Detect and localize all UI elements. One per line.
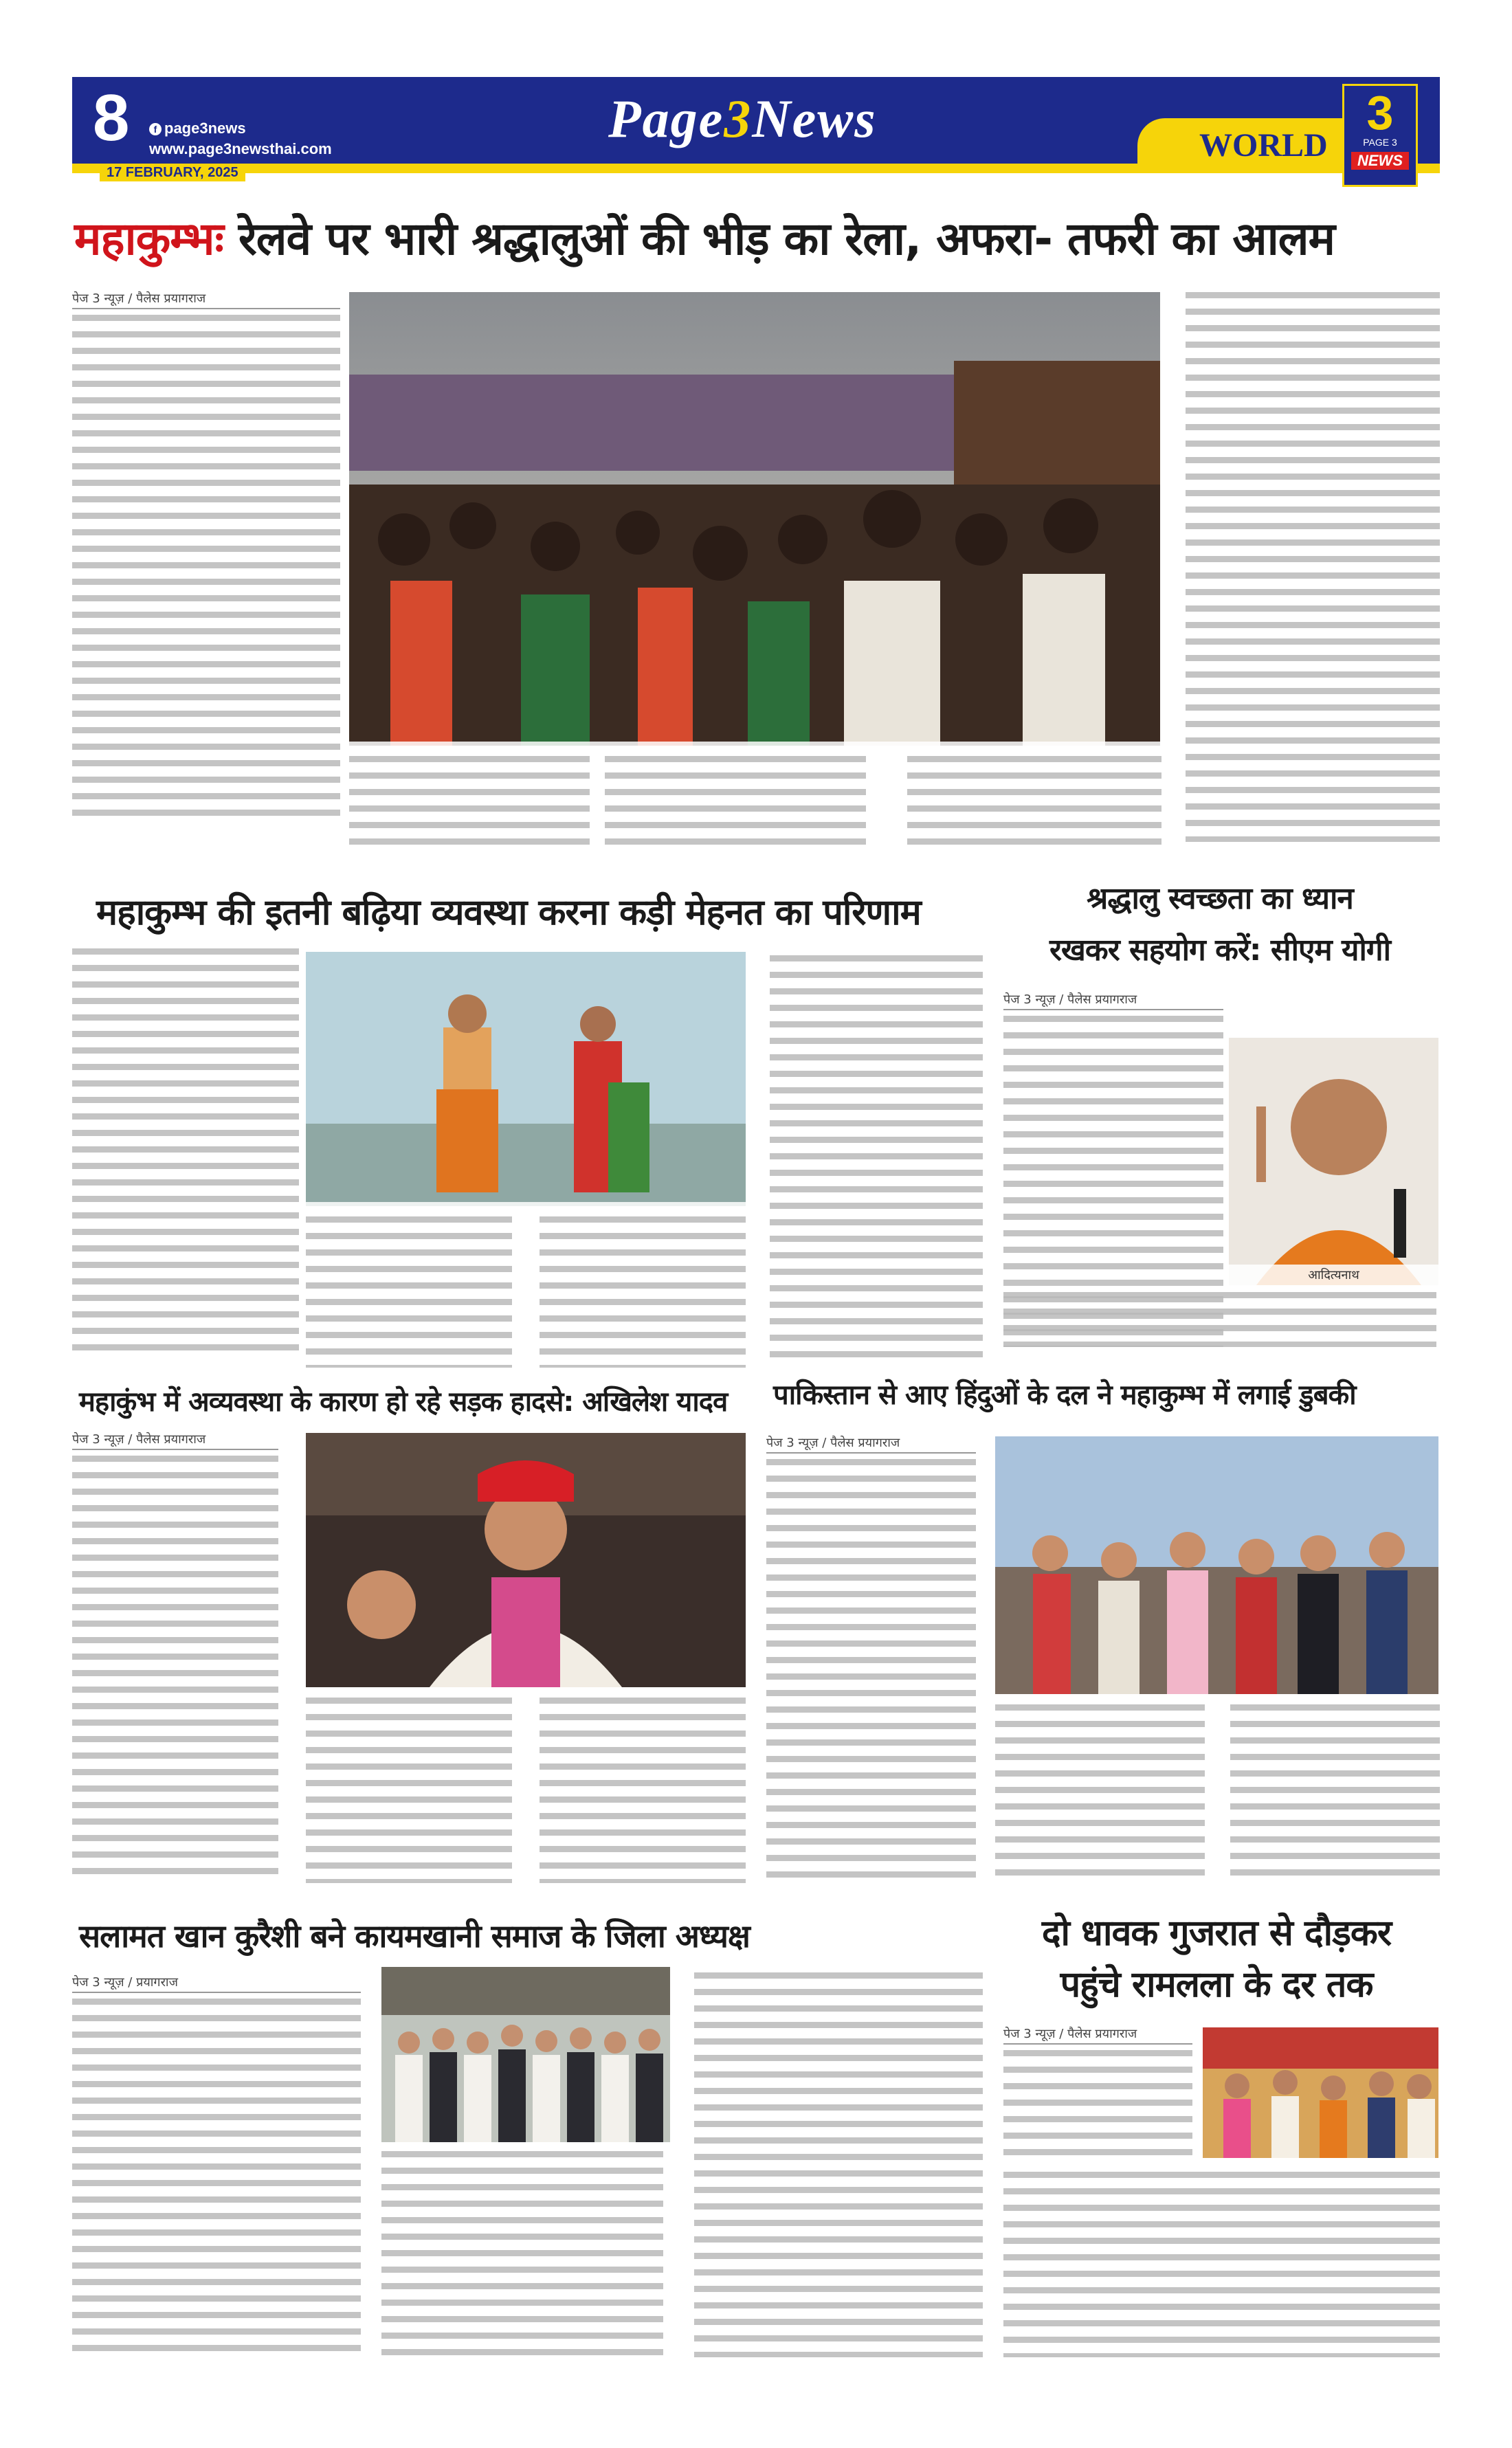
- second-column-2: [306, 1216, 512, 1368]
- lead-column-1: पेज 3 न्यूज़ / पैलेस प्रयागराज: [72, 289, 340, 825]
- akhilesh-column-2: [306, 1698, 512, 1883]
- section-label: WORLD: [1199, 127, 1328, 164]
- lead-headline: महाकुम्भः रेलवे पर भारी श्रद्धालुओं की भीड़ का रेला, अफरा- तफरी का आलम: [74, 212, 1335, 265]
- second-headline: महाकुम्भ की इतनी बढ़िया व्यवस्था करना कड़ी मेहनत का परिणाम: [96, 892, 921, 933]
- group-photo-image: [381, 1967, 670, 2142]
- akhilesh-photo: [306, 1433, 746, 1687]
- pakistan-column-3: [1230, 1704, 1440, 1883]
- lead-photo-crowd: [349, 292, 1160, 746]
- runners-headline-line1: दो धावक गुजरात से दौड़कर: [1041, 1913, 1392, 1954]
- masthead: [72, 77, 1440, 190]
- yogi-photo-image: [1229, 1038, 1438, 1285]
- akhilesh-column-1: पेज 3 न्यूज़ / पैलेस प्रयागराज: [72, 1429, 278, 1883]
- pilgrims-photo-image: [995, 1436, 1438, 1694]
- runners-headline-line2: पहुंचे रामलला के दर तक: [1060, 1964, 1373, 2005]
- facebook-icon: f: [149, 123, 162, 135]
- photo-caption: आदित्यनाथ: [1229, 1265, 1438, 1285]
- akhilesh-headline: महाकुंभ में अव्यवस्था के कारण हो रहे सड़क हादसे: अखिलेश यादव: [79, 1386, 728, 1418]
- photo-caption: [349, 742, 1160, 746]
- lead-column-2: [349, 756, 590, 845]
- second-column-1: [72, 948, 299, 1361]
- cm-headline-line2: रखकर सहयोग करें: सीएम योगी: [1049, 933, 1391, 968]
- cm-column-2: [1003, 1292, 1436, 1347]
- runners-photo: [1203, 2027, 1438, 2158]
- brand-badge: 3 PAGE 3 NEWS: [1342, 84, 1418, 187]
- pakistan-column-2: [995, 1704, 1205, 1883]
- social-handle: f page3news: [149, 120, 246, 137]
- second-photo-sadhus: [306, 952, 746, 1206]
- runners-photo-image: [1203, 2027, 1438, 2158]
- second-column-3: [540, 1216, 746, 1368]
- cm-headline-line1: श्रद्धालु स्वच्छता का ध्यान: [1087, 881, 1353, 916]
- newspaper-logo: Page3News: [608, 89, 877, 148]
- runners-column-2: [1003, 2172, 1440, 2357]
- issue-date: 17 FEBRUARY, 2025: [100, 164, 245, 181]
- salamat-column-3: [694, 1972, 983, 2357]
- second-column-4: [770, 955, 983, 1368]
- website-url: www.page3newsthai.com: [149, 140, 332, 157]
- salamat-column-1: पेज 3 न्यूज़ / प्रयागराज: [72, 1972, 361, 2357]
- salamat-photo: [381, 1967, 670, 2142]
- crowd-photo-image: [349, 292, 1160, 746]
- sadhus-photo-image: [306, 952, 746, 1206]
- cm-column-1: पेज 3 न्यूज़ / पैलेस प्रयागराज: [1003, 990, 1223, 1347]
- lead-column-3: [605, 756, 866, 845]
- salamat-headline: सलामत खान कुरैशी बने कायमखानी समाज के जिला अध्यक्ष: [79, 1917, 750, 1955]
- page-number: 8: [93, 81, 130, 155]
- cm-photo-portrait: [1229, 1038, 1438, 1285]
- lead-column-4: [907, 756, 1161, 845]
- salamat-column-2: [381, 2151, 663, 2357]
- pakistan-headline: पाकिस्तान से आए हिंदुओं के दल ने महाकुम्भ में लगाई डुबकी: [773, 1379, 1356, 1411]
- pakistan-column-1: पेज 3 न्यूज़ / पैलेस प्रयागराज: [766, 1433, 976, 1887]
- pakistan-photo: [995, 1436, 1438, 1694]
- akhilesh-column-3: [540, 1698, 746, 1883]
- photo-caption: [306, 1202, 746, 1206]
- lead-column-5: [1186, 292, 1440, 842]
- article-body-text: [72, 315, 340, 825]
- runners-column-1: पेज 3 न्यूज़ / पैलेस प्रयागराज: [1003, 2024, 1192, 2161]
- akhilesh-photo-image: [306, 1433, 746, 1687]
